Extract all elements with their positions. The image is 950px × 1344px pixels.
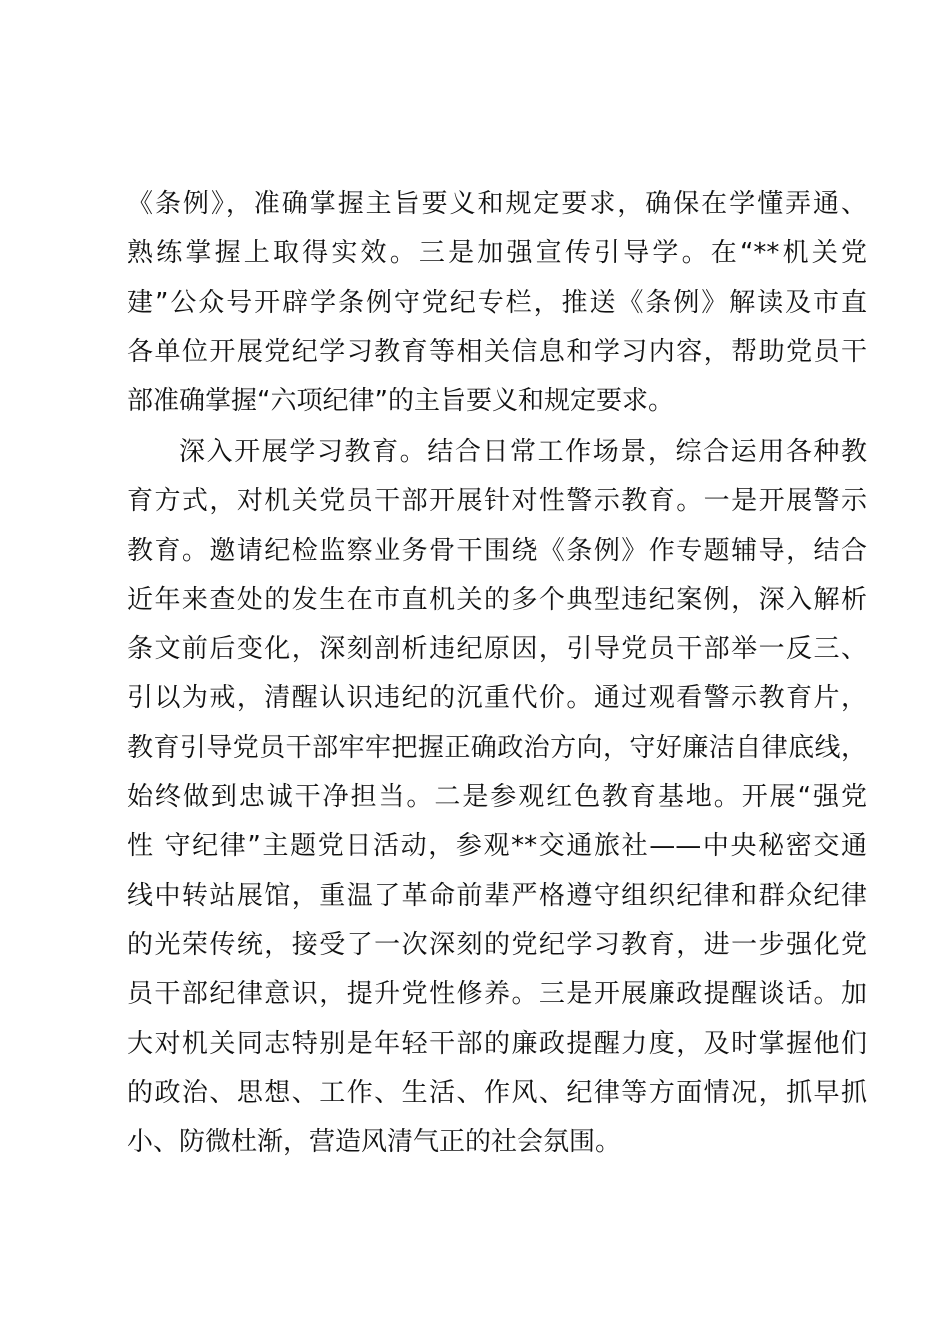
paragraph-1	[127, 180, 867, 426]
text-line: 《条例》，准确掌握主旨要义和规定要求，确保在学懂弄通、	[127, 189, 867, 219]
text-line: 的政治、思想、工作、生活、作风、纪律等方面情况，抓早抓	[127, 1077, 867, 1108]
text-line: 各单位开展党纪学习教育等相关信息和学习内容，帮助党员干	[127, 336, 867, 367]
text-line: 引以为戒，清醒认识违纪的沉重代价。通过观看警示教育片，	[127, 683, 867, 714]
text-line: 始终做到忠诚干净担当。二是参观红色教育基地。开展“强党	[127, 782, 867, 813]
paragraph-2	[127, 428, 867, 1167]
text-line: 员干部纪律意识，提升党性修养。三是开展廉政提醒谈话。加	[127, 979, 867, 1010]
text-line: 深入开展学习教育。结合日常工作场景，综合运用各种教	[179, 437, 867, 467]
text-line: 教育引导党员干部牢牢把握正确政治方向，守好廉洁自律底线，	[127, 732, 867, 763]
text-line: 小、防微杜渐，营造风清气正的社会氛围。	[127, 1127, 622, 1158]
text-line: 育方式，对机关党员干部开展针对性警示教育。一是开展警示	[127, 486, 867, 517]
text-line: 大对机关同志特别是年轻干部的廉政提醒力度，及时掌握他们	[127, 1028, 867, 1059]
text-line: 线中转站展馆，重温了革命前辈严格遵守组织纪律和群众纪律	[127, 880, 867, 911]
text-line: 教育。邀请纪检监察业务骨干围绕《条例》作专题辅导，结合	[127, 535, 867, 566]
text-line: 的光荣传统，接受了一次深刻的党纪学习教育，进一步强化党	[127, 929, 867, 960]
text-line: 条文前后变化，深刻剖析违纪原因，引导党员干部举一反三、	[127, 634, 867, 665]
text-line: 部准确掌握“六项纪律”的主旨要义和规定要求。	[127, 386, 674, 417]
text-line: 建”公众号开辟学条例守党纪专栏，推送《条例》解读及市直	[127, 287, 867, 318]
text-line: 近年来查处的发生在市直机关的多个典型违纪案例，深入解析	[127, 584, 867, 615]
text-line: 性 守纪律”主题党日活动，参观**交通旅社——中央秘密交通	[127, 831, 867, 862]
text-line: 熟练掌握上取得实效。三是加强宣传引导学。在“**机关党	[127, 238, 867, 269]
